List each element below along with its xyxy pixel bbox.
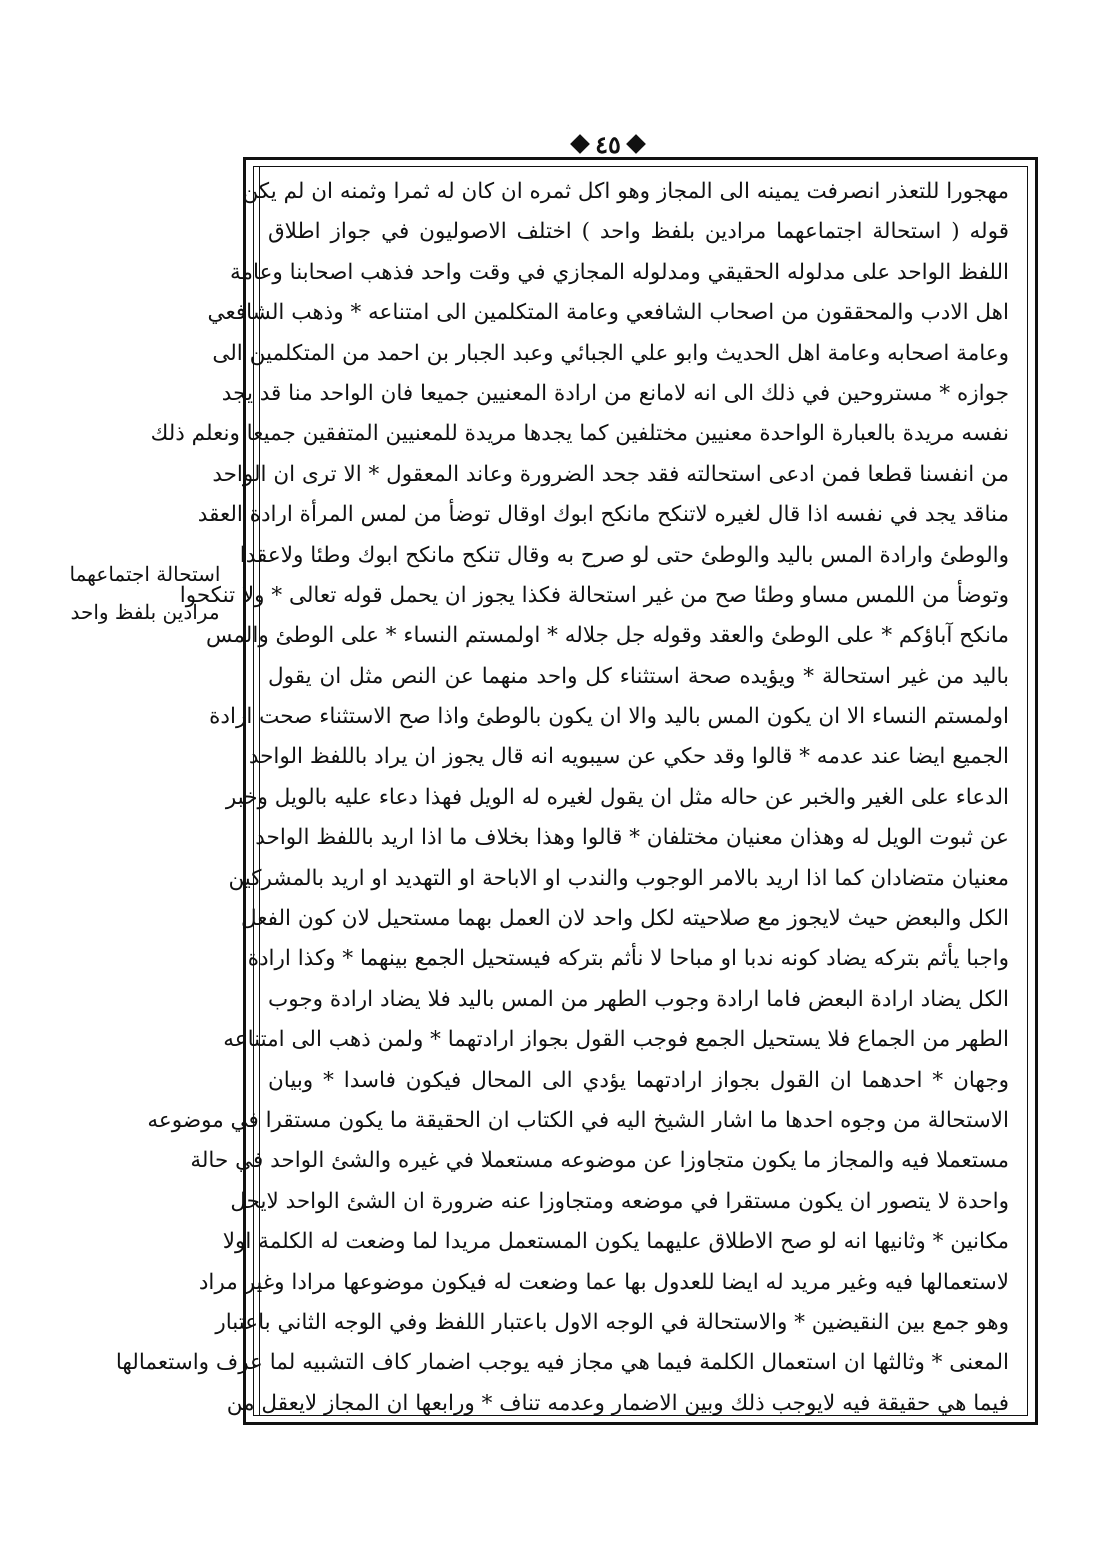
text-line: وعامة اصحابه وعامة اهل الحديث وابو علي الجبائي وعبد الجبار بن احمد من المتكلمين الى (212, 340, 1009, 366)
body-text (115, 172, 1009, 1424)
margin-note-line: استحالة اجتماعهما (69, 562, 221, 586)
text-line: مناقد يجد في نفسه اذا قال لغيره لاتنكح مانكح ابوك اوقال توضأ من لمس المرأة ارادة العقد (197, 502, 1009, 528)
page-number (560, 128, 656, 160)
text-line: مهجورا للتعذر انصرفت يمينه الى المجاز وهو اكل ثمره ان كان له ثمرا وثمنه ان لم يكن (242, 179, 1009, 204)
text-line: اولمستم النساء الا ان يكون المس باليد والا ان يكون بالوطئ واذا صح الاستثناء صحت ارادة (209, 704, 1009, 730)
left-ornament-icon (570, 134, 590, 154)
text-line: من انفسنا قطعا فمن ادعى استحالته فقد جحد الضرورة وعاند المعقول * الا ترى ان الواحد (212, 461, 1009, 487)
text-line: والوطئ وارادة المس باليد والوطئ حتى لو صرح به وقال تنكح مانكح ابوك وطئا ولاعقدا (239, 542, 1009, 568)
text-line: اهل الادب والمحققون من اصحاب الشافعي وعامة المتكلمين الى امتناعه * وذهب الشافعي (207, 300, 1009, 326)
text-line: فيما هي حقيقة فيه لايوجب ذلك وبين الاضمار وعدمه تناف * ورابعها ان المجاز لايعقل من (226, 1390, 1009, 1416)
text-line: اللفظ الواحد على مدلوله الحقيقي ومدلوله المجازي في وقت واحد فذهب اصحابنا وعامة (230, 259, 1009, 285)
text-line: المعنى * وثالثها ان استعمال الكلمة فيما هي مجاز فيه يوجب اضمار كاف التشبيه لما عرف واستعمالها (115, 1350, 1009, 1376)
text-line: لاستعمالها فيه وغير مريد له ايضا للعدول بها عما وضعت له فيكون موضوعها مرادا وغير مراد (198, 1269, 1009, 1295)
text-line: الطهر من الجماع فلا يستحيل الجمع فوجب القول بجواز ارادتهما * ولمن ذهب الى امتناعه (223, 1027, 1009, 1053)
margin-note-line: مرادين بلفظ واحد (70, 600, 220, 624)
text-line: مستعملا فيه والمجاز ما يكون متجاوزا عن موضوعه مستعملا في غيره والشئ الواحد في حالة (190, 1148, 1009, 1174)
text-line: جوازه * مستروحين في ذلك الى انه لامانع من ارادة المعنيين جميعا فان الواحد منا قد يجد (221, 380, 1009, 406)
text-line: واحدة لا يتصور ان يكون مستقرا في موضعه ومتجاوزا عنه ضرورة ان الشئ الواحد لايحل (230, 1188, 1009, 1214)
text-line: الاستحالة من وجوه احدها ما اشار الشيخ اليه في الكتاب ان الحقيقة ما يكون مستقرا في موضوعه (147, 1107, 1009, 1133)
text-line: الدعاء على الغير والخبر عن حاله مثل ان يقول لغيره له الويل فهذا دعاء عليه بالويل وخبر (225, 784, 1009, 810)
text-line: وتوضأ من اللمس مساو وطئا صح من غير استحالة فكذا يجوز ان يحمل قوله تعالى * ولا تنكحوا (179, 582, 1009, 608)
text-line: واجبا يأثم بتركه يضاد كونه ندبا او مباحا لا نأثم بتركه فيستحيل الجمع بينهما * وكذا ارادة (247, 946, 1009, 972)
text-line: قوله ( استحالة اجتماعهما مرادين بلفظ واحد ) اختلف الاصوليون في جواز اطلاق (268, 219, 1009, 245)
text-line: عن ثبوت الويل له وهذان معنيان مختلفان * قالوا وهذا بخلاف ما اذا اريد باللفظ الواحد (255, 825, 1009, 851)
text-line: باليد من غير استحالة * ويؤيده صحة استثناء كل واحد منهما عن النص مثل ان يقول (268, 663, 1009, 689)
text-line: معنيان متضادان كما اذا اريد بالامر الوجوب والندب او الاباحة او التهديد او اريد بالمشركين (228, 865, 1009, 891)
text-line: الكل يضاد ارادة البعض فاما ارادة وجوب الطهر من المس باليد فلا يضاد ارادة وجوب (268, 986, 1009, 1012)
text-line: وجهان * احدهما ان القول بجواز ارادتهما يؤدي الى المحال فيكون فاسدا * وبيان (268, 1067, 1009, 1093)
text-line: وهو جمع بين النقيضين * والاستحالة في الوجه الاول باعتبار اللفظ وفي الوجه الثاني باعتبار (215, 1309, 1009, 1335)
text-line: نفسه مريدة بالعبارة الواحدة معنيين مختلفين كما يجدها مريدة للمعنيين المتفقين جميعا ونعلم ذلك (150, 421, 1009, 447)
page-number-text: ٤٥ (595, 129, 621, 159)
text-line: مكانين * وثانيها انه لو صح الاطلاق عليهما يكون المستعمل مريدا لما وضعت له الكلمة اولا (222, 1229, 1009, 1255)
text-line: الجميع ايضا عند عدمه * قالوا وقد حكي عن سيبويه انه قال يجوز ان يراد باللفظ الواحد (248, 744, 1009, 770)
text-line: مانكح آباؤكم * على الوطئ والعقد وقوله جل جلاله * اولمستم النساء * على الوطئ والمس (205, 623, 1009, 649)
text-frame (115, 157, 1038, 1425)
right-ornament-icon (626, 134, 646, 154)
text-line: الكل والبعض حيث لايجوز مع صلاحيته لكل واحد لان العمل بهما مستحيل لان كون الفعل (240, 906, 1009, 932)
